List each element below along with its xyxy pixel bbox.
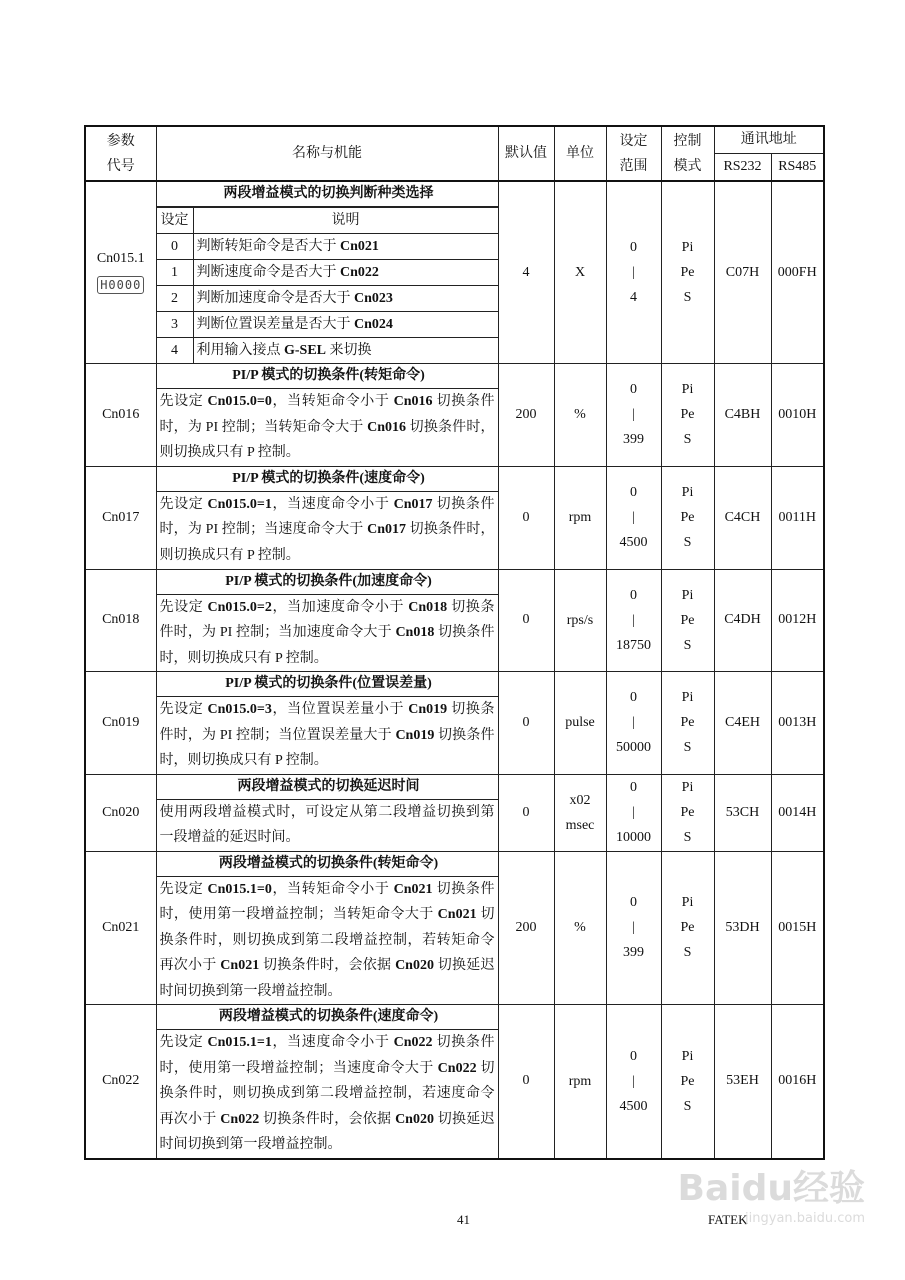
setting-range: 0 | 4500 [606, 1005, 661, 1159]
rs232-address: C4BH [714, 364, 771, 467]
param-title: 两段增益模式的切换条件(速度命令) [157, 1005, 498, 1030]
desc-segment: 先设定 [159, 881, 208, 897]
param-code: Cn021 [102, 919, 140, 935]
rs485-address: 0014H [771, 774, 824, 851]
header-code: 参数 代号 [85, 126, 156, 181]
param-code-cell [85, 851, 156, 1005]
default-value: 0 [498, 1005, 554, 1159]
desc-segment: ，当位置误差量小于 [271, 702, 409, 717]
desc-segment: ，当转矩命令小于 [271, 881, 394, 897]
desc-segment: 切换条件时，会依据 [259, 958, 396, 973]
desc-segment: G-SEL [284, 343, 327, 358]
default-value: 200 [498, 364, 554, 467]
param-title: PI/P 模式的切换条件(位置误差量) [157, 672, 498, 697]
desc-segment: 先设定 [159, 1035, 208, 1050]
param-title: 两段增益模式的切换延迟时间 [157, 775, 498, 800]
option-row [157, 338, 498, 364]
desc-segment: 切换条件时，使用第一段增益控制；当速度命令大于 [159, 1035, 495, 1076]
default-value: 0 [498, 569, 554, 672]
control-mode: Pi Pe S [661, 774, 714, 851]
option-value: 4 [157, 338, 194, 364]
desc-segment: 判断位置误差量是否大于 [196, 317, 354, 332]
desc-segment: Cn020 [395, 958, 434, 973]
param-description [157, 389, 498, 466]
setting-range: 0 | 18750 [606, 569, 661, 672]
parameter-table [84, 125, 825, 1160]
header-mode: 控制 模式 [661, 126, 714, 181]
param-code: Cn015.1 [96, 251, 145, 266]
unit: rpm [554, 466, 606, 569]
control-mode: Pi Pe S [661, 466, 714, 569]
desc-segment: ，当速度命令小于 [271, 1035, 394, 1050]
param-code: Cn020 [102, 804, 140, 820]
table-row [85, 672, 824, 775]
desc-segment: Cn021 [220, 958, 260, 973]
rs232-address: C4DH [714, 569, 771, 672]
control-mode: Pi Pe S [661, 851, 714, 1005]
desc-segment: 来切换 [326, 343, 372, 358]
table-row [85, 851, 824, 1005]
param-name-cell [156, 569, 498, 672]
desc-segment: ，当速度命令小于 [271, 496, 394, 512]
option-row [157, 234, 498, 260]
unit: rps/s [554, 569, 606, 672]
option-row [157, 286, 498, 312]
table-row [85, 364, 824, 467]
header-range: 设定 范围 [606, 126, 661, 181]
option-desc [193, 338, 498, 364]
param-name-cell [156, 672, 498, 775]
option-row [157, 312, 498, 338]
param-code: Cn018 [102, 612, 140, 628]
option-desc [193, 260, 498, 286]
param-code: Cn022 [102, 1073, 140, 1089]
desc-segment: 利用输入接点 [196, 343, 284, 358]
control-mode: Pi Pe S [661, 569, 714, 672]
desc-segment: 判断速度命令是否大于 [196, 265, 340, 280]
options-table [157, 207, 498, 363]
table-row [85, 569, 824, 672]
desc-segment: Cn019 [395, 727, 435, 743]
desc-segment: ，当转矩命令小于 [271, 394, 394, 409]
desc-segment: 先设定 [159, 702, 208, 717]
param-code: Cn017 [102, 509, 140, 525]
param-code-cell [85, 672, 156, 775]
setting-range: 0 | 10000 [606, 774, 661, 851]
desc-segment: 切换条件时，则切换成只有 P 控制。 [159, 727, 495, 768]
option-desc [193, 312, 498, 338]
desc-segment: 先设定 [159, 394, 208, 409]
desc-segment: Cn015.0=0 [207, 394, 272, 409]
desc-segment: Cn021 [340, 239, 379, 254]
desc-segment: Cn022 [220, 1111, 260, 1127]
param-code: Cn019 [102, 714, 140, 730]
control-mode: Pi Pe S [661, 1005, 714, 1159]
rs485-address: 0015H [771, 851, 824, 1005]
desc-segment: 切换条件时，为 PI 控制；当速度命令大于 [159, 496, 495, 538]
param-name-cell [156, 851, 498, 1005]
rs485-address: 0013H [771, 672, 824, 775]
rs232-address: C4CH [714, 466, 771, 569]
param-name-cell [156, 466, 498, 569]
param-title: 两段增益模式的切换条件(转矩命令) [157, 852, 498, 877]
desc-segment: 切换条件时，为 PI 控制；当加速度命令大于 [159, 599, 495, 640]
desc-segment: Cn020 [395, 1111, 434, 1127]
default-value: 0 [498, 672, 554, 775]
table-row [85, 181, 824, 364]
table-header [85, 126, 824, 181]
default-value: 0 [498, 466, 554, 569]
rs232-address: 53EH [714, 1005, 771, 1159]
param-title: PI/P 模式的切换条件(转矩命令) [157, 364, 498, 389]
unit: pulse [554, 672, 606, 775]
param-title: PI/P 模式的切换条件(速度命令) [157, 467, 498, 492]
param-name-cell [156, 181, 498, 364]
table-row [85, 774, 824, 851]
control-mode: Pi Pe S [661, 672, 714, 775]
desc-segment: Cn024 [354, 317, 393, 332]
desc-segment: 判断加速度命令是否大于 [196, 291, 354, 306]
desc-segment: 先设定 [159, 599, 208, 615]
desc-segment: 切换条件时，为 PI 控制；当转矩命令大于 [159, 394, 495, 435]
rs485-address: 0012H [771, 569, 824, 672]
setting-range: 0 | 50000 [606, 672, 661, 775]
watermark-logo: Baidu经验 jingyan.baidu.com [677, 1168, 865, 1226]
desc-segment: 切换延迟时间切换到第一段增益控制。 [159, 1111, 495, 1152]
header-rs232: RS232 [714, 154, 771, 182]
desc-segment: 切换条件时，则切换成到第二段增益控制，若速度命令再次小于 [159, 1060, 495, 1127]
option-desc [193, 286, 498, 312]
option-value: 0 [157, 234, 194, 260]
param-name-cell [156, 364, 498, 467]
control-mode: Pi Pe S [661, 364, 714, 467]
table-row [85, 466, 824, 569]
desc-segment: Cn022 [393, 1035, 433, 1050]
param-code-cell [85, 181, 156, 364]
param-code: Cn016 [102, 406, 140, 422]
rs232-address: C4EH [714, 672, 771, 775]
unit: % [554, 851, 606, 1005]
param-code-cell [85, 1005, 156, 1159]
option-value: 2 [157, 286, 194, 312]
desc-segment: Cn021 [437, 907, 477, 922]
option-row [157, 260, 498, 286]
desc-segment: Cn016 [393, 394, 433, 409]
desc-segment: 切换条件时，为 PI 控制；当位置误差量大于 [159, 702, 495, 743]
desc-segment: 切换条件时，则切换成只有 P 控制。 [159, 419, 495, 460]
options-header-set: 设定 [157, 208, 194, 234]
desc-segment: 先设定 [159, 496, 208, 512]
param-title: 两段增益模式的切换判断种类选择 [157, 182, 498, 207]
desc-segment: 切换条件时，则切换成到第二段增益控制，若转矩命令再次小于 [159, 907, 495, 973]
desc-segment: ，当加速度命令小于 [271, 599, 409, 615]
default-value: 200 [498, 851, 554, 1005]
unit: X [554, 181, 606, 364]
page-number: 41 [457, 1212, 470, 1227]
desc-segment: Cn016 [367, 419, 407, 435]
option-value: 1 [157, 260, 194, 286]
rs232-address: 53DH [714, 851, 771, 1005]
rs485-address: 0010H [771, 364, 824, 467]
setting-range: 0 | 4500 [606, 466, 661, 569]
default-value: 4 [498, 181, 554, 364]
unit: x02 msec [554, 774, 606, 851]
desc-segment: 切换延迟时间切换到第一段增益控制。 [159, 958, 495, 999]
rs485-address: 0016H [771, 1005, 824, 1159]
desc-segment: Cn018 [395, 625, 435, 640]
rs485-address: 000FH [771, 181, 824, 364]
unit: % [554, 364, 606, 467]
desc-segment: Cn021 [393, 881, 433, 897]
default-value: 0 [498, 774, 554, 851]
header-name: 名称与机能 [156, 126, 498, 181]
desc-segment: Cn022 [340, 265, 379, 280]
desc-segment: Cn015.0=1 [207, 496, 272, 512]
desc-segment: Cn015.1=0 [207, 881, 272, 897]
param-code-cell [85, 466, 156, 569]
param-name-cell [156, 1005, 498, 1159]
header-unit: 单位 [554, 126, 606, 181]
param-code-cell [85, 774, 156, 851]
param-description [157, 877, 498, 1005]
desc-segment: Cn015.0=2 [207, 599, 272, 615]
desc-segment: Cn018 [408, 599, 448, 615]
param-description [157, 697, 498, 774]
desc-segment: Cn019 [408, 702, 448, 717]
param-code-cell [85, 569, 156, 672]
desc-segment: 切换条件时，使用第一段增益控制；当转矩命令大于 [159, 881, 495, 922]
desc-segment: 切换条件时，则切换成只有 P 控制。 [159, 625, 495, 666]
rs232-address: C07H [714, 181, 771, 364]
setting-range: 0 | 4 [606, 181, 661, 364]
desc-segment: Cn023 [354, 291, 393, 306]
desc-segment: 切换条件时，会依据 [259, 1111, 396, 1127]
desc-segment: Cn017 [393, 496, 433, 512]
desc-segment: Cn015.1=1 [207, 1035, 272, 1050]
setting-range: 0 | 399 [606, 364, 661, 467]
param-code-cell [85, 364, 156, 467]
desc-segment: 使用两段增益模式时，可设定从第二段增益切换到第一段增益的延迟时间。 [159, 804, 495, 845]
header-rs485: RS485 [771, 154, 824, 182]
desc-segment: Cn015.0=3 [207, 702, 272, 717]
rs485-address: 0011H [771, 466, 824, 569]
desc-segment: Cn022 [437, 1060, 477, 1076]
param-description [157, 492, 498, 569]
control-mode: Pi Pe S [661, 181, 714, 364]
desc-segment: 切换条件时，则切换成只有 P 控制。 [159, 522, 495, 563]
param-description [157, 800, 498, 851]
param-description [157, 1030, 498, 1158]
option-desc [193, 234, 498, 260]
unit: rpm [554, 1005, 606, 1159]
param-title: PI/P 模式的切换条件(加速度命令) [157, 570, 498, 595]
table-body [85, 181, 824, 1159]
param-description [157, 595, 498, 672]
desc-segment: Cn017 [367, 522, 407, 538]
header-comm-address: 通讯地址 [714, 126, 824, 154]
footer-brand: FATEK [708, 1212, 748, 1227]
lcd-display-icon: H0000 [97, 276, 144, 294]
option-value: 3 [157, 312, 194, 338]
options-header-desc: 说明 [193, 208, 498, 234]
param-name-cell [156, 774, 498, 851]
table-row [85, 1005, 824, 1159]
rs232-address: 53CH [714, 774, 771, 851]
setting-range: 0 | 399 [606, 851, 661, 1005]
desc-segment: 判断转矩命令是否大于 [196, 239, 340, 254]
header-default: 默认值 [498, 126, 554, 181]
